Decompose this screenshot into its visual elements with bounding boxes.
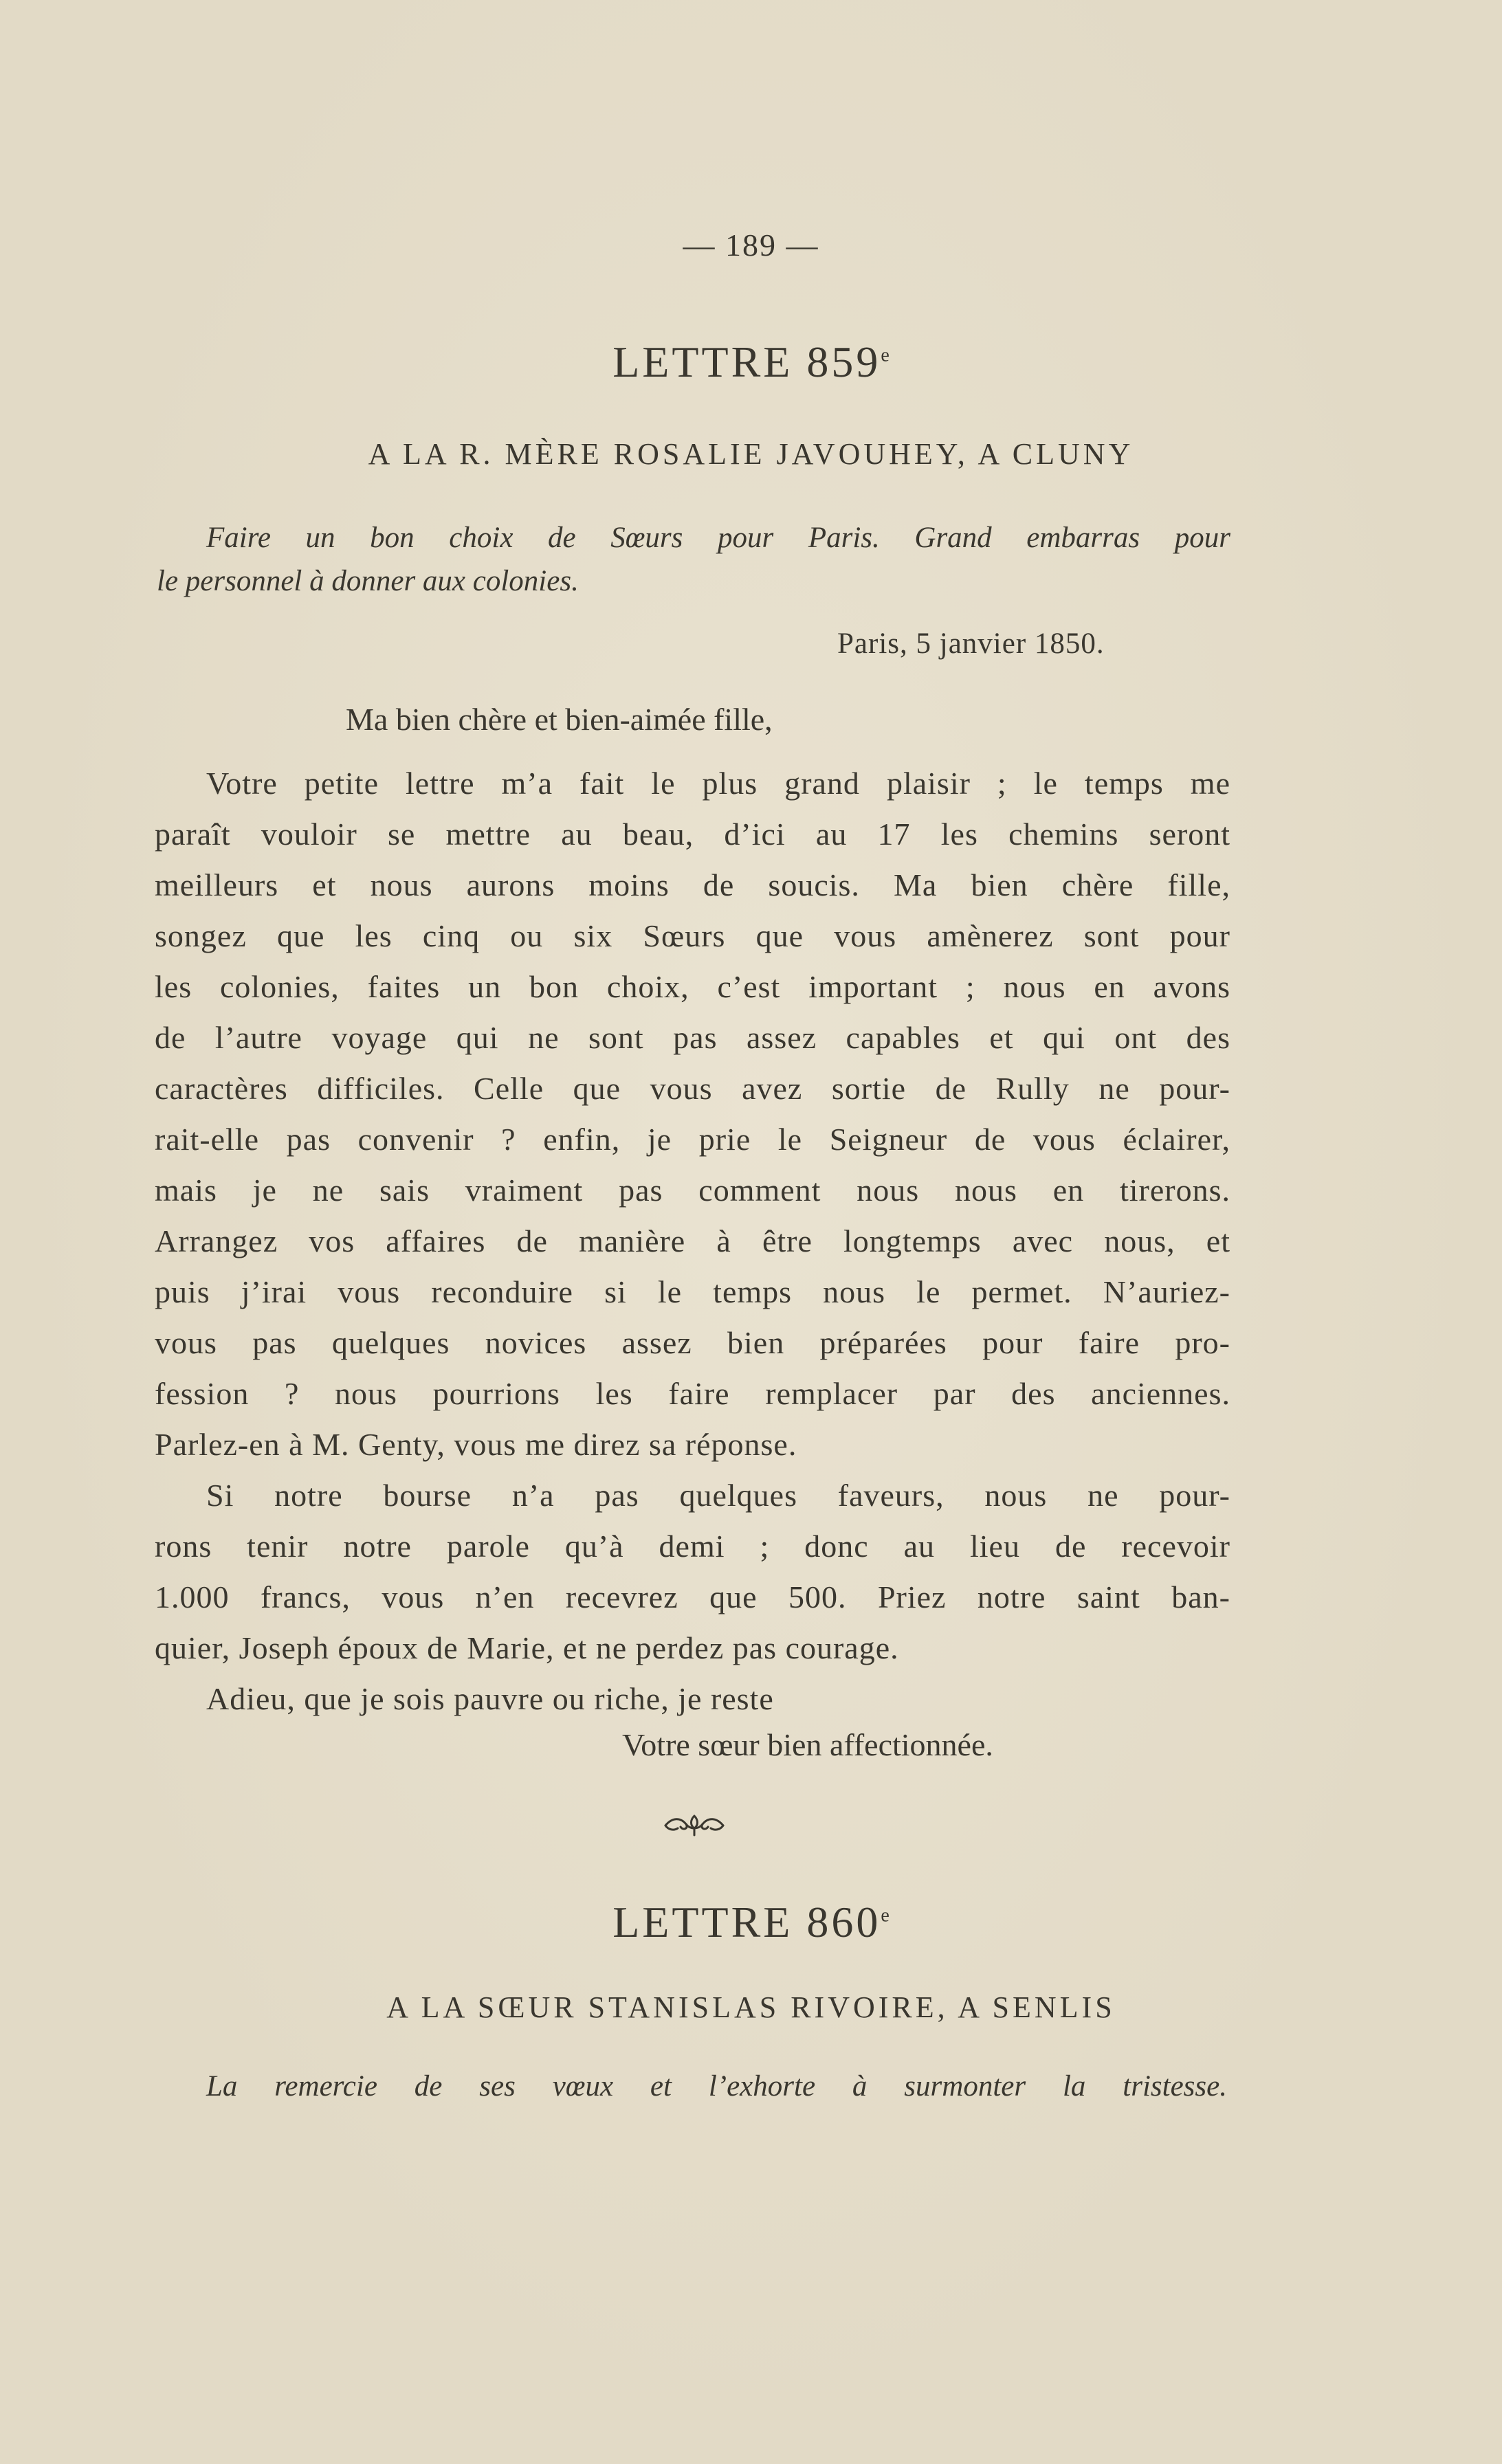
letter-salutation: Ma bien chère et bien-aimée fille, bbox=[346, 702, 773, 737]
body-line: fession ? nous pourrions les faire remplacer par des anciennes. bbox=[155, 1376, 1230, 1411]
body-line: Parlez-en à M. Genty, vous me direz sa réponse. bbox=[155, 1427, 797, 1462]
body-line: Votre petite lettre m’a fait le plus grand plaisir ; le temps me bbox=[206, 766, 1230, 801]
body-line: de l’autre voyage qui ne sont pas assez capables et qui ont des bbox=[155, 1020, 1230, 1055]
body-line: quier, Joseph époux de Marie, et ne perdez pas courage. bbox=[155, 1630, 899, 1665]
letter-title bbox=[0, 337, 1502, 388]
letter-title-suffix: e bbox=[881, 344, 890, 366]
letter-title-suffix: e bbox=[881, 1905, 890, 1927]
letter-recipient: A LA R. MÈRE ROSALIE JAVOUHEY, A CLUNY bbox=[368, 437, 1134, 471]
body-line: les colonies, faites un bon choix, c’est important ; nous en avons bbox=[155, 969, 1230, 1004]
letter-summary-line: le personnel à donner aux colonies. bbox=[157, 565, 579, 597]
letter-summary-line: La remercie de ses vœux et l’exhorte à surmonter la tristesse. bbox=[206, 2070, 1227, 2102]
body-line: vous pas quelques novices assez bien préparées pour faire pro- bbox=[155, 1325, 1230, 1360]
letter-closing: Votre sœur bien affectionnée. bbox=[622, 1727, 993, 1762]
letter-dateline: Paris, 5 janvier 1850. bbox=[837, 628, 1105, 660]
body-line: mais je ne sais vraiment pas comment nous nous en tirerons. bbox=[155, 1173, 1230, 1208]
letter-title bbox=[0, 1897, 1502, 1948]
body-line: puis j’irai vous reconduire si le temps nous le permet. N’auriez- bbox=[155, 1274, 1230, 1309]
body-line: paraît vouloir se mettre au beau, d’ici au 17 les chemins seront bbox=[155, 817, 1230, 852]
body-line: songez que les cinq ou six Sœurs que vous amènerez sont pour bbox=[155, 918, 1230, 953]
letter-title-text: LETTRE 859 bbox=[612, 337, 881, 386]
body-line: 1.000 francs, vous n’en recevrez que 500. Priez notre saint ban- bbox=[155, 1579, 1230, 1614]
body-line: Adieu, que je sois pauvre ou riche, je reste bbox=[206, 1681, 774, 1716]
body-line: rons tenir notre parole qu’à demi ; donc au lieu de recevoir bbox=[155, 1529, 1230, 1564]
letter-title-text: LETTRE 860 bbox=[612, 1898, 881, 1946]
letter-recipient: A LA SŒUR STANISLAS RIVOIRE, A SENLIS bbox=[386, 1990, 1116, 2024]
body-line: rait-elle pas convenir ? enfin, je prie le Seigneur de vous éclairer, bbox=[155, 1122, 1230, 1157]
page-number: — 189 — bbox=[683, 227, 819, 263]
body-line: Si notre bourse n’a pas quelques faveurs, nous ne pour- bbox=[206, 1478, 1230, 1513]
fleuron-divider-icon bbox=[660, 1808, 729, 1842]
body-line: caractères difficiles. Celle que vous avez sortie de Rully ne pour- bbox=[155, 1071, 1230, 1106]
body-line: meilleurs et nous aurons moins de soucis. Ma bien chère fille, bbox=[155, 867, 1230, 902]
letter-summary-line: Faire un bon choix de Sœurs pour Paris. Grand embarras pour bbox=[206, 522, 1230, 554]
body-line: Arrangez vos affaires de manière à être longtemps avec nous, et bbox=[155, 1223, 1230, 1258]
letter-body bbox=[155, 758, 1230, 1724]
